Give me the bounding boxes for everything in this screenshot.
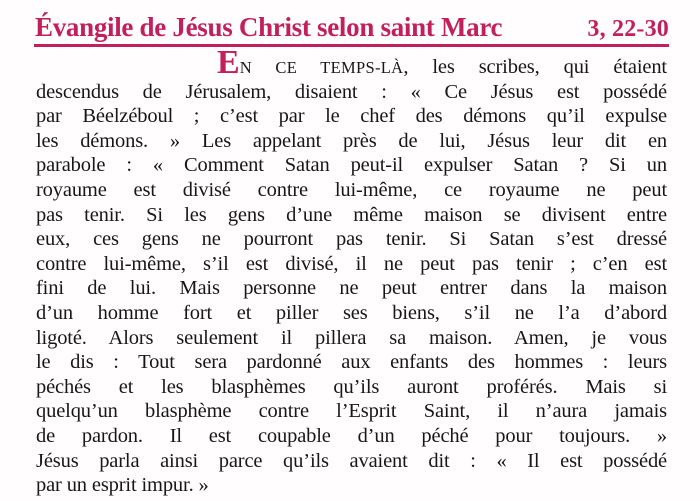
text-line: de pardon. Il est coupable d’un péché pour toujours. » <box>36 424 667 447</box>
text-line: péchés et les blasphèmes qu’ils auront proférés. Mais si <box>36 375 667 398</box>
page-header <box>0 0 700 46</box>
scripture-reference: 3, 22-30 <box>587 16 669 42</box>
text-line: royaume est divisé contre lui-même, ce royaume ne peut <box>36 178 667 201</box>
initial-capital: E <box>217 44 240 81</box>
text-line: par Béelzéboul ; c’est par le chef des démons qu’il expulse <box>36 105 667 128</box>
header-rule <box>34 44 669 47</box>
incipit-smallcaps: N CE TEMPS-LÀ <box>239 58 404 77</box>
text-line: par un esprit impur. » <box>36 474 209 497</box>
text-line: pas tenir. Si les gens d’une même maison se divisent entre <box>36 203 667 226</box>
text-line: contre lui-même, s’il est divisé, il ne peut pas tenir ; c’en est <box>36 252 667 275</box>
reading-text <box>36 44 667 498</box>
incipit-rest: , les scribes, qui étaient <box>403 56 667 78</box>
text-line: Jésus parla ainsi parce qu’ils avaient dit : « Il est possédé <box>36 449 667 472</box>
text-line: parabole : « Comment Satan peut-il expulser Satan ? Si un <box>36 154 667 177</box>
header-row <box>35 12 669 43</box>
text-line: ligoté. Alors seulement il pillera sa maison. Amen, je vous <box>36 326 667 349</box>
text-line: le dis : Tout sera pardonné aux enfants des hommes : leurs <box>36 351 667 374</box>
gospel-title: Évangile de Jésus Christ selon saint Marc <box>35 12 503 42</box>
text-line: fini de lui. Mais personne ne peut entrer dans la maison <box>36 277 667 300</box>
text-line <box>36 44 667 81</box>
text-line: eux, ces gens ne pourront pas tenir. Si Satan s’est dressé <box>36 228 667 251</box>
text-line: d’un homme fort et piller ses biens, s’il ne l’a d’abord <box>36 301 667 324</box>
text-line: descendus de Jérusalem, disaient : « Ce Jésus est possédé <box>36 80 667 103</box>
text-line: quelqu’un blasphème contre l’Esprit Saint, il n’aura jamais <box>36 400 667 423</box>
text-line: les démons. » Les appelant près de lui, Jésus leur dit en <box>36 129 667 152</box>
